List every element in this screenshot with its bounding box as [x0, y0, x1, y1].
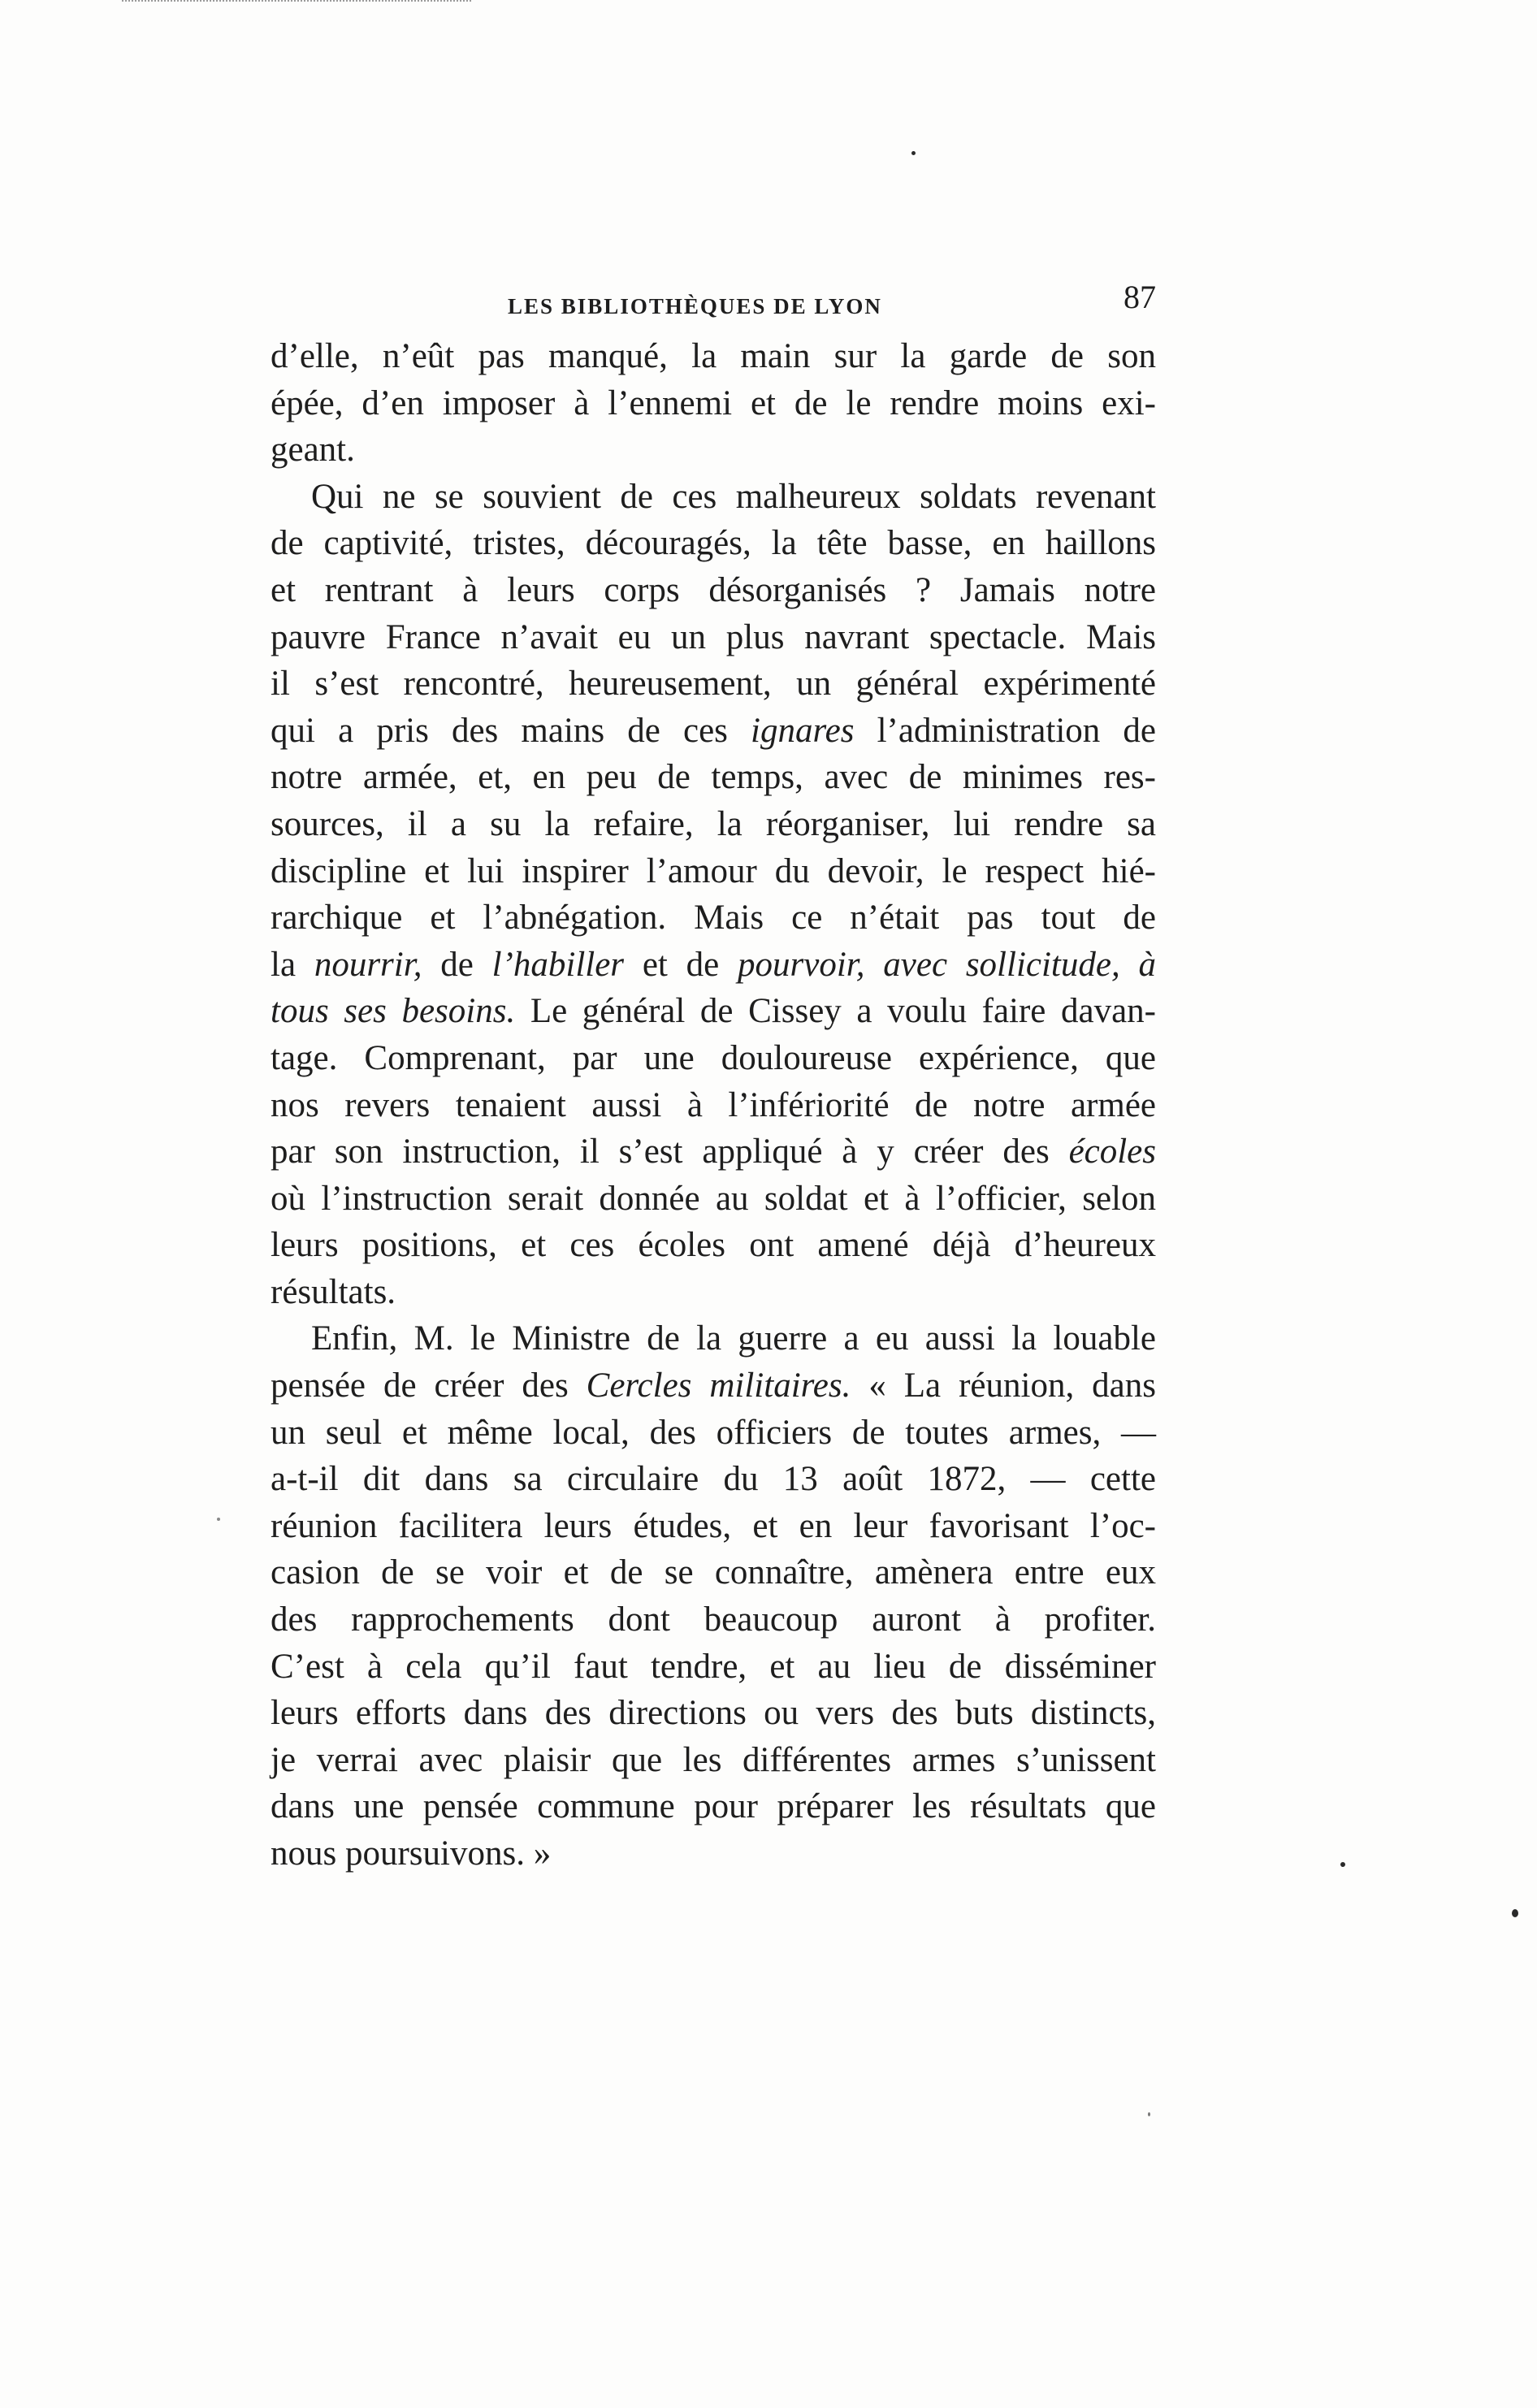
text-run: geant. [271, 431, 355, 470]
text-run: C’est à cela qu’il faut tendre, et au lieu de disséminer [271, 1647, 1156, 1686]
text-line [271, 1222, 1156, 1269]
text-run: tage. Comprenant, par une douloureuse expérience, que [271, 1038, 1156, 1077]
text-line [271, 614, 1156, 661]
text-line [271, 1503, 1156, 1550]
text-line [271, 567, 1156, 614]
text-run: épée, d’en imposer à l’ennemi et de le rendre moins exi- [271, 383, 1156, 422]
italic-run: Cercles militaires. [586, 1366, 851, 1405]
italic-run: l’habiller [491, 945, 625, 984]
text-line [271, 1456, 1156, 1503]
text-line [271, 988, 1156, 1035]
text-run: qui a pris des mains de ces [271, 711, 751, 750]
running-head: LES BIBLIOTHÈQUES DE LYON [508, 294, 882, 318]
text-run: réunion facilitera leurs études, et en leur favorisant l’oc- [271, 1506, 1156, 1545]
text-run: l’administration de [854, 711, 1156, 750]
text-run: rarchique et l’abnégation. Mais ce n’était pas tout de [271, 899, 1156, 938]
text-run: dans une pensée commune pour préparer les résultats que [271, 1787, 1156, 1826]
text-line [271, 942, 1156, 989]
text-line [271, 1830, 1156, 1877]
text-line [271, 1737, 1156, 1784]
italic-run: nourrir, [314, 945, 422, 984]
italic-run: écoles [1068, 1133, 1156, 1172]
text-run: la [271, 945, 314, 984]
page-number: 87 [1124, 279, 1156, 315]
italic-run: ignares [751, 711, 855, 750]
text-line [271, 1082, 1156, 1129]
text-line [271, 1783, 1156, 1830]
text-line [271, 427, 1156, 474]
text-run: pauvre France n’avait eu un plus navrant spectacle. Mais [271, 617, 1156, 656]
text-run: résultats. [271, 1272, 396, 1311]
text-run: nous poursuivons. » [271, 1834, 552, 1873]
text-run: des rapprochements dont beaucoup auront à profiter. [271, 1600, 1156, 1639]
text-run: a-t-il dit dans sa circulaire du 13 août 1872, — cette [271, 1460, 1156, 1499]
text-line [271, 1362, 1156, 1410]
text-line [271, 1410, 1156, 1457]
text-run: sources, il a su la refaire, la réorganiser, lui rendre sa [271, 804, 1156, 843]
text-line [271, 1644, 1156, 1691]
text-line [271, 1269, 1156, 1316]
text-run: par son instruction, il s’est appliqué à y créer des [271, 1133, 1069, 1172]
text-run: casion de se voir et de se connaître, amènera entre eux [271, 1553, 1156, 1592]
text-line [271, 660, 1156, 708]
print-speck [217, 1518, 220, 1521]
text-line [271, 474, 1156, 521]
text-line [271, 380, 1156, 427]
text-run: Le général de Cissey a voulu faire davan- [515, 992, 1156, 1031]
text-line [271, 1315, 1156, 1362]
text-run: pensée de créer des [271, 1366, 587, 1405]
text-line [271, 1176, 1156, 1223]
text-line [271, 1549, 1156, 1596]
text-line [271, 894, 1156, 942]
text-run: leurs positions, et ces écoles ont amené déjà d’heureux [271, 1226, 1156, 1265]
text-line [271, 754, 1156, 801]
text-line [271, 1690, 1156, 1737]
text-line [271, 848, 1156, 895]
italic-run: tous ses besoins. [271, 992, 516, 1031]
text-run: Enfin, M. le Ministre de la guerre a eu aussi la louable [311, 1319, 1156, 1358]
print-speck [1340, 1862, 1345, 1867]
text-line [271, 1128, 1156, 1176]
text-run: « La réunion, dans [851, 1366, 1156, 1405]
page-edge-rule [122, 0, 471, 5]
text-run: et rentrant à leurs corps désorganisés ? Jamais notre [271, 570, 1156, 609]
text-run: discipline et lui inspirer l’amour du devoir, le respect hié- [271, 851, 1156, 890]
italic-run: pourvoir, avec sollicitude, à [738, 945, 1156, 984]
text-run: nos revers tenaient aussi à l’infériorité de notre armée [271, 1085, 1156, 1124]
text-line [271, 333, 1156, 380]
text-line [271, 801, 1156, 848]
text-run: leurs efforts dans des directions ou vers des buts distincts, [271, 1694, 1156, 1733]
text-line [271, 708, 1156, 755]
text-line [271, 1596, 1156, 1644]
text-run: où l’instruction serait donnée au soldat et à l’officier, selon [271, 1179, 1156, 1218]
text-run: de captivité, tristes, découragés, la tête basse, en haillons [271, 524, 1156, 563]
text-run: et de [624, 945, 738, 984]
body-text [271, 333, 1156, 1877]
text-run: je verrai avec plaisir que les différentes armes s’unissent [271, 1740, 1156, 1779]
print-speck [1148, 2112, 1150, 2116]
text-run: il s’est rencontré, heureusement, un général expérimenté [271, 665, 1156, 704]
text-run: de [422, 945, 492, 984]
text-run: un seul et même local, des officiers de toutes armes, — [271, 1413, 1156, 1452]
text-line [271, 1035, 1156, 1082]
text-run: Qui ne se souvient de ces malheureux soldats revenant [311, 477, 1156, 516]
text-run: notre armée, et, en peu de temps, avec de minimes res- [271, 758, 1156, 797]
text-run: d’elle, n’eût pas manqué, la main sur la garde de son [271, 337, 1156, 375]
print-speck [911, 151, 916, 155]
print-speck [1512, 1909, 1518, 1917]
text-line [271, 520, 1156, 567]
